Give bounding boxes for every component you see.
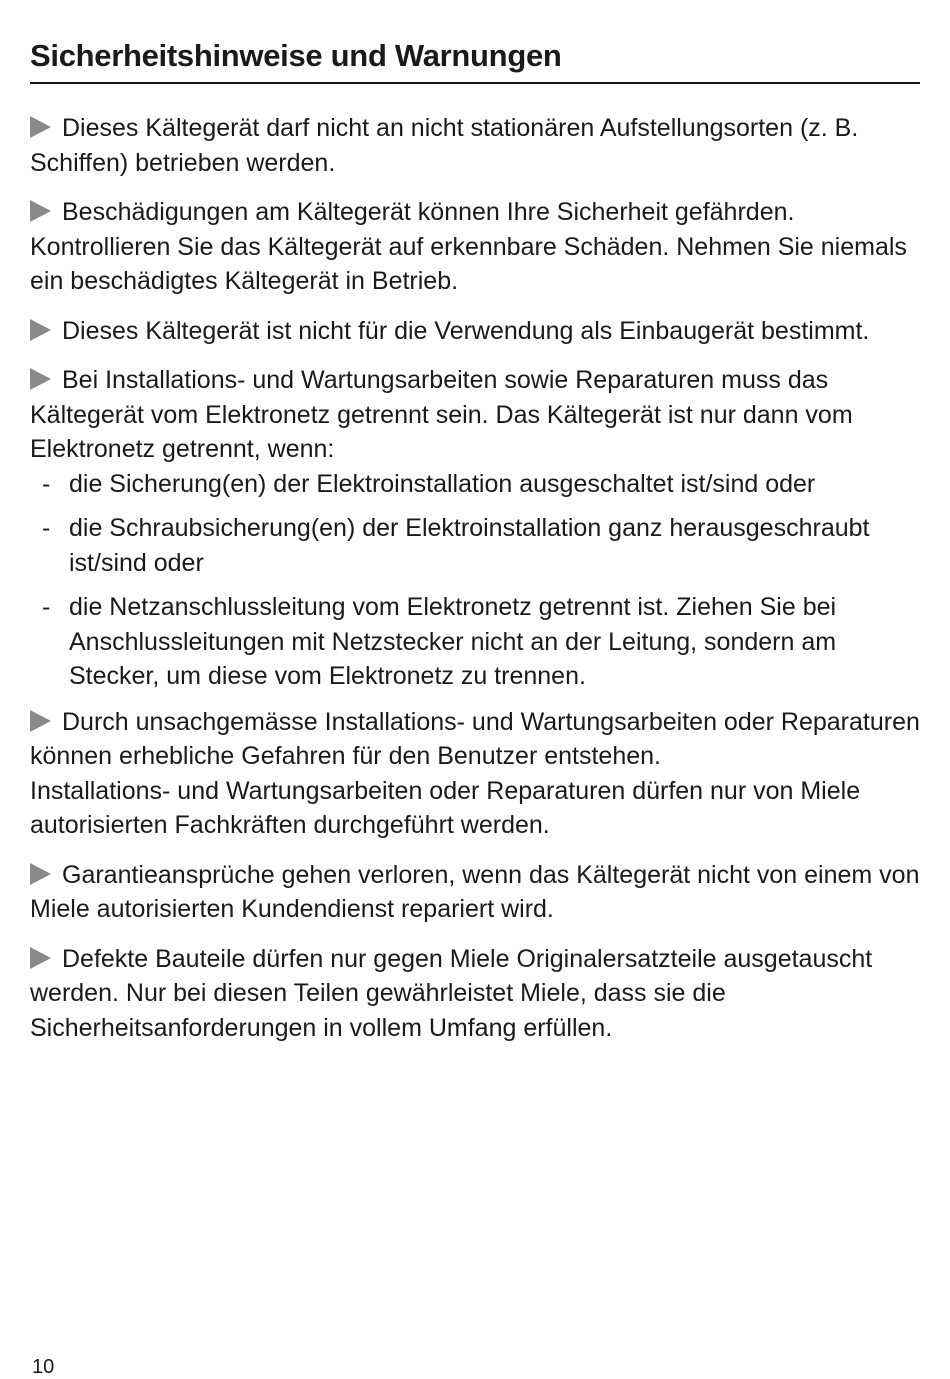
document-page [30,38,920,1060]
warning-paragraph [30,942,920,1046]
warning-paragraph [30,111,920,180]
disconnect-conditions-list [30,467,920,694]
list-item [30,511,920,580]
triangle-right-icon [30,863,51,885]
list-marker: - [42,514,51,542]
list-marker: - [42,593,51,621]
warning-paragraph [30,363,920,467]
triangle-right-icon [30,200,51,222]
list-marker: - [42,469,51,498]
paragraph-text: Durch unsachgemässe Installations- und Wartungsarbeiten oder Reparaturen können erhebliche Gefahren für den Benutzer entstehen. [30,707,920,770]
paragraph-text: Defekte Bauteile dürfen nur gegen Miele Originalersatzteile ausgetauscht werden. Nur bei diesen Teilen gewährleistet Miele, dass sie die Sicherheitsanforderungen in vollem Umfang erfüllen. [30,944,873,1042]
list-item-text: die Schraubsicherung(en) der Elektroinstallation ganz herausgeschraubt ist/sind oder [69,514,870,577]
warning-paragraph [30,858,920,927]
list-item [30,467,920,502]
warning-paragraph [30,314,920,349]
triangle-right-icon [30,947,51,969]
paragraph-text: Dieses Kältegerät ist nicht für die Verwendung als Einbaugerät bestimmt. [62,316,870,345]
paragraph-text: Installations- und Wartungsarbeiten oder Reparaturen dürfen nur von Miele autorisierten Fachkräften durchgeführt werden. [30,776,861,839]
paragraph-text: Dieses Kältegerät darf nicht an nicht stationären Aufstellungsorten (z. B. Schiffen) betrieben werden. [30,114,859,177]
paragraph-text: Garantieansprüche gehen verloren, wenn das Kältegerät nicht von einem von Miele autorisierten Kundendienst repariert wird. [30,860,920,923]
page-number: 10 [32,1356,55,1378]
paragraph-text: Bei Installations- und Wartungsarbeiten sowie Reparaturen muss das Kältegerät vom Elektronetz getrennt sein. Das Kältegerät ist nur dann vom Elektronetz getrennt, wenn: [30,366,853,463]
triangle-right-icon [30,116,51,138]
list-item-text: die Netzanschlussleitung vom Elektronetz getrennt ist. Ziehen Sie bei Anschlussleitungen mit Netzstecker nicht an der Leitung, sondern am Stecker, um diese vom Elektronetz zu trennen. [69,593,837,690]
triangle-right-icon [30,368,51,390]
page-title: Sicherheitshinweise und Warnungen [30,38,920,84]
triangle-right-icon [30,710,51,732]
paragraph-text: Beschädigungen am Kältegerät können Ihre Sicherheit gefährden. Kontrollieren Sie das Kältegerät auf erkennbare Schäden. Nehmen Sie niemals ein beschädigtes Kältegerät in Betrieb. [30,198,907,295]
warning-paragraph [30,195,920,299]
warnings-section [30,111,920,1045]
list-item [30,590,920,694]
list-item-text: die Sicherung(en) der Elektroinstallation ausgeschaltet ist/sind oder [69,469,816,498]
triangle-right-icon [30,319,51,341]
warning-paragraph [30,705,920,774]
warning-paragraph-continued [30,774,920,843]
